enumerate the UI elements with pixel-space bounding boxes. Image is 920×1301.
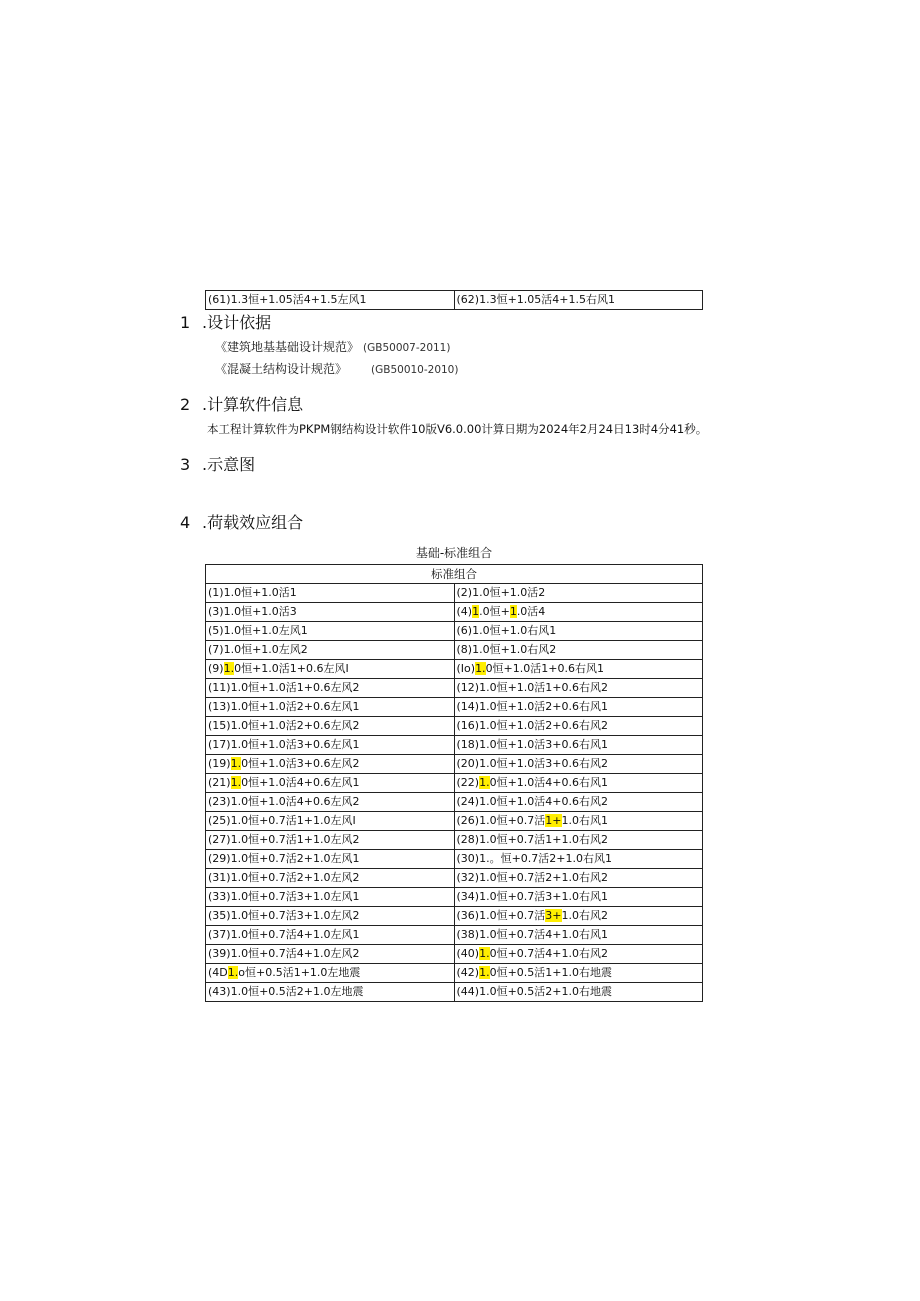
section-title: .荷载效应组合 <box>202 513 304 532</box>
table-row <box>206 907 703 926</box>
table-row <box>206 717 703 736</box>
table-row <box>206 755 703 774</box>
table-row <box>206 660 703 679</box>
highlight-mark: 3+ <box>545 909 562 922</box>
combo-cell: (39)1.0恒+0.7活4+1.0左风2 <box>206 945 455 964</box>
section-software-info <box>180 395 303 415</box>
table-row <box>206 869 703 888</box>
highlight-mark: 1. <box>479 947 490 960</box>
software-info-text: 本工程计算软件为PKPM钢结构设计软件10版V6.0.00计算日期为2024年2月24日13时4分41秒。 <box>207 422 708 436</box>
section-number: 3 <box>180 455 191 474</box>
combo-cell: (11)1.0恒+1.0活1+0.6左风2 <box>206 679 455 698</box>
combo-cell: (42)1.0恒+0.5活1+1.0右地震 <box>454 964 703 983</box>
section-number: 1 <box>180 313 191 332</box>
table-row <box>206 945 703 964</box>
combo-cell: (31)1.0恒+0.7活2+1.0左风2 <box>206 869 455 888</box>
highlight-mark: 1 <box>472 605 480 618</box>
combo-cell: (15)1.0恒+1.0活2+0.6左风2 <box>206 717 455 736</box>
combo-cell: (8)1.0恒+1.0右风2 <box>454 641 703 660</box>
table-row <box>206 641 703 660</box>
combo-cell: (3)1.0恒+1.0活3 <box>206 603 455 622</box>
section-title: .示意图 <box>202 455 256 474</box>
combo-cell: (2)1.0恒+1.0活2 <box>454 584 703 603</box>
combo-cell: (12)1.0恒+1.0活1+0.6右风2 <box>454 679 703 698</box>
section-title: .计算软件信息 <box>202 395 304 414</box>
combo-cell: (43)1.0恒+0.5活2+1.0左地震 <box>206 983 455 1002</box>
table-row <box>206 831 703 850</box>
section-number: 4 <box>180 513 191 532</box>
combo-cell: (1)1.0恒+1.0活1 <box>206 584 455 603</box>
section-title: .设计依据 <box>202 313 272 332</box>
reference-name: 《混凝土结构设计规范》 <box>215 362 348 376</box>
combo-table-title: 基础-标准组合 <box>415 546 493 560</box>
combo-cell: (16)1.0恒+1.0活2+0.6右风2 <box>454 717 703 736</box>
continued-combo-table <box>205 290 703 310</box>
combo-cell: (26)1.0恒+0.7活1+1.0右风1 <box>454 812 703 831</box>
combo-cell: (4D1.o恒+0.5活1+1.0左地震 <box>206 964 455 983</box>
highlight-mark: 1. <box>223 662 235 675</box>
table-cell: (62)1.3恒+1.05活4+1.5右风1 <box>454 291 703 310</box>
combo-cell: (38)1.0恒+0.7活4+1.0右风1 <box>454 926 703 945</box>
combo-cell: (23)1.0恒+1.0活4+0.6左风2 <box>206 793 455 812</box>
highlight-mark: 1. <box>230 776 242 789</box>
reference-line <box>215 361 458 378</box>
combo-cell: (32)1.0恒+0.7活2+1.0右风2 <box>454 869 703 888</box>
combo-cell: (7)1.0恒+1.0左风2 <box>206 641 455 660</box>
highlight-mark: 1+ <box>545 814 562 827</box>
table-row <box>206 584 703 603</box>
table-row <box>206 603 703 622</box>
highlight-mark: 1. <box>227 966 239 979</box>
table-row <box>206 774 703 793</box>
combo-cell: (27)1.0恒+0.7活1+1.0左风2 <box>206 831 455 850</box>
combo-cell: (17)1.0恒+1.0活3+0.6左风1 <box>206 736 455 755</box>
section-design-basis <box>180 313 271 333</box>
table-row <box>206 888 703 907</box>
combo-cell: (33)1.0恒+0.7活3+1.0左风1 <box>206 888 455 907</box>
combo-cell: (21)1.0恒+1.0活4+0.6左风1 <box>206 774 455 793</box>
combo-cell: (20)1.0恒+1.0活3+0.6右风2 <box>454 755 703 774</box>
highlight-mark: 1. <box>479 776 490 789</box>
table-row <box>206 698 703 717</box>
combo-header-row <box>206 565 703 584</box>
table-row <box>206 622 703 641</box>
combo-cell: (36)1.0恒+0.7活3+1.0右风2 <box>454 907 703 926</box>
highlight-mark: 1. <box>479 966 490 979</box>
combo-cell: (29)1.0恒+0.7活2+1.0左风1 <box>206 850 455 869</box>
highlight-mark: 1. <box>230 757 242 770</box>
combo-cell: (24)1.0恒+1.0活4+0.6右风2 <box>454 793 703 812</box>
continued-combo-body <box>206 291 703 310</box>
table-row <box>206 793 703 812</box>
combo-table-body <box>206 584 703 1002</box>
reference-name: 《建筑地基基础设计规范》 <box>215 340 360 354</box>
combo-cell: (37)1.0恒+0.7活4+1.0左风1 <box>206 926 455 945</box>
combo-cell: (14)1.0恒+1.0活2+0.6右风1 <box>454 698 703 717</box>
combo-cell: (5)1.0恒+1.0左风1 <box>206 622 455 641</box>
standard-combo-table <box>205 564 703 1002</box>
combo-cell: (13)1.0恒+1.0活2+0.6左风1 <box>206 698 455 717</box>
combo-table-header: 标准组合 <box>206 565 703 584</box>
combo-cell: (44)1.0恒+0.5活2+1.0右地震 <box>454 983 703 1002</box>
table-cell: (61)1.3恒+1.05活4+1.5左风1 <box>206 291 455 310</box>
section-diagram <box>180 455 255 475</box>
table-row <box>206 964 703 983</box>
reference-code: (GB50010-2010) <box>371 364 459 376</box>
table-row <box>206 812 703 831</box>
reference-line <box>215 339 450 356</box>
combo-cell: (6)1.0恒+1.0右风1 <box>454 622 703 641</box>
combo-cell: (25)1.0恒+0.7活1+1.0左风I <box>206 812 455 831</box>
highlight-mark: 1. <box>475 662 486 675</box>
combo-cell: (34)1.0恒+0.7活3+1.0右风1 <box>454 888 703 907</box>
table-row <box>206 736 703 755</box>
combo-cell: (18)1.0恒+1.0活3+0.6右风1 <box>454 736 703 755</box>
combo-cell: (35)1.0恒+0.7活3+1.0左风2 <box>206 907 455 926</box>
combo-cell: (4)1.0恒+1.0活4 <box>454 603 703 622</box>
table-row <box>206 983 703 1002</box>
combo-cell: (19)1.0恒+1.0活3+0.6左风2 <box>206 755 455 774</box>
combo-cell: (28)1.0恒+0.7活1+1.0右风2 <box>454 831 703 850</box>
highlight-mark: 1 <box>509 605 517 618</box>
table-row <box>206 679 703 698</box>
section-number: 2 <box>180 395 191 414</box>
table-row <box>206 291 703 310</box>
table-row <box>206 926 703 945</box>
combo-cell: (30)1.。恒+0.7活2+1.0右风1 <box>454 850 703 869</box>
combo-cell: (9)1.0恒+1.0活1+0.6左风I <box>206 660 455 679</box>
combo-cell: (40)1.0恒+0.7活4+1.0右风2 <box>454 945 703 964</box>
section-load-combination <box>180 513 303 533</box>
combo-cell: (Io)1.0恒+1.0活1+0.6右风1 <box>454 660 703 679</box>
reference-code: (GB50007-2011) <box>363 342 451 354</box>
table-row <box>206 850 703 869</box>
combo-cell: (22)1.0恒+1.0活4+0.6右风1 <box>454 774 703 793</box>
